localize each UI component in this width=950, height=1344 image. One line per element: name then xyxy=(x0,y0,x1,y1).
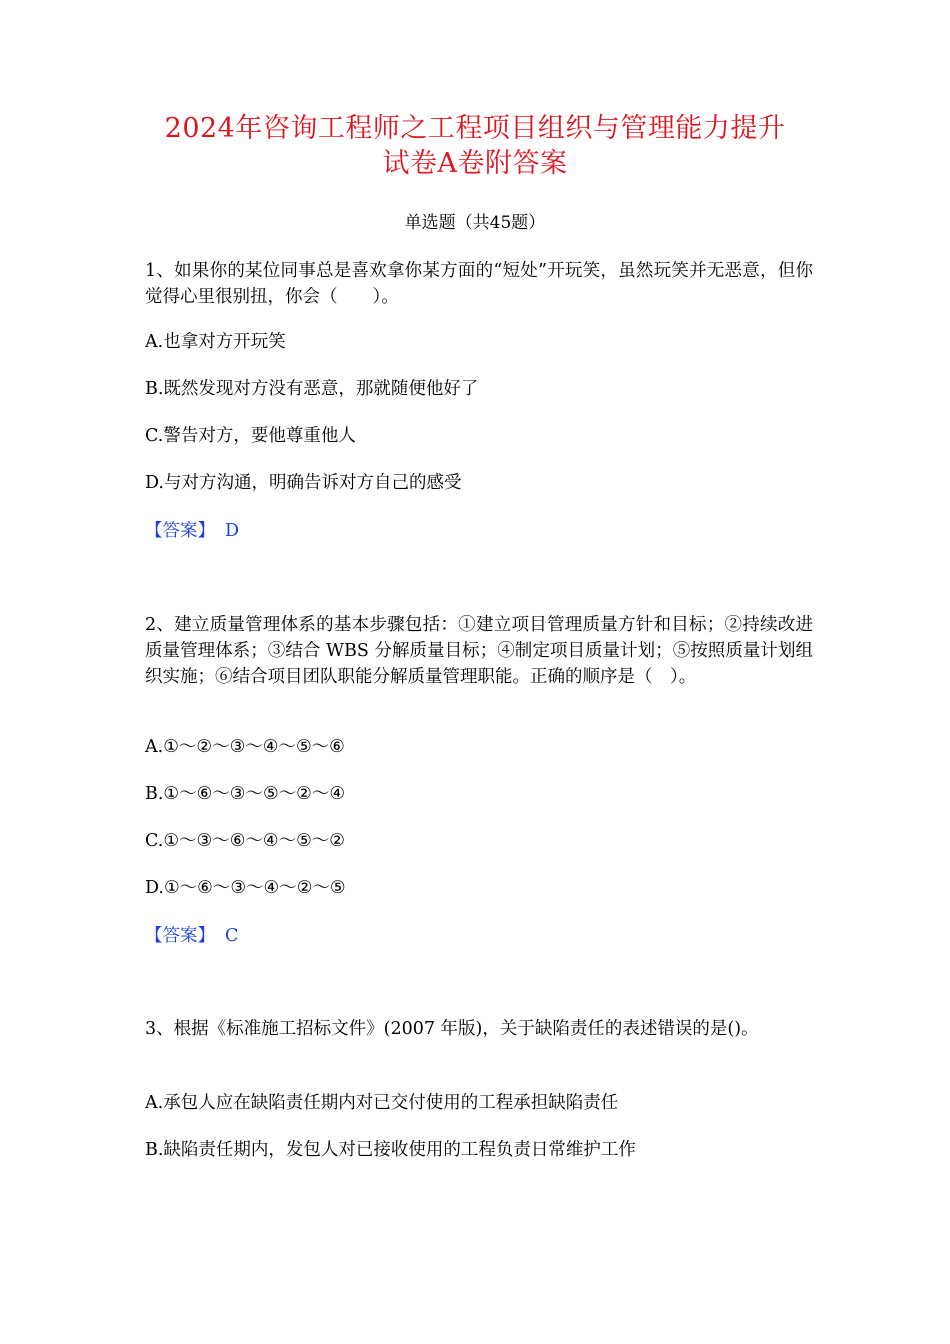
answer-label: 【答案】 xyxy=(145,521,215,541)
question-1-answer xyxy=(145,518,239,544)
answer-value: D xyxy=(225,521,240,541)
question-2-option-c: C.①～③～⑥～④～⑤～② xyxy=(145,831,345,851)
question-2-option-a: A.①～②～③～④～⑤～⑥ xyxy=(145,737,345,757)
question-1-option-b: B.既然发现对方没有恶意，那就随便他好了 xyxy=(145,379,479,399)
question-1-option-c: C.警告对方，要他尊重他人 xyxy=(145,426,356,446)
answer-value: C xyxy=(225,926,239,946)
document-title-line-2: 试卷A卷附答案 xyxy=(382,148,568,179)
answer-label: 【答案】 xyxy=(145,926,215,946)
document-title-line-1: 2024年咨询工程师之工程项目组织与管理能力提升 xyxy=(164,113,786,144)
question-2-option-b: B.①～⑥～③～⑤～②～④ xyxy=(145,784,346,804)
question-2-answer xyxy=(145,923,238,949)
question-1-stem: 1、如果你的某位同事总是喜欢拿你某方面的“短处”开玩笑，虽然玩笑并无恶意，但你觉得心里很别扭，你会（ ）。 xyxy=(145,261,813,307)
question-1-option-a: A.也拿对方开玩笑 xyxy=(145,332,286,352)
question-3-option-b: B.缺陷责任期内，发包人对已接收使用的工程负责日常维护工作 xyxy=(145,1140,636,1160)
question-2-option-d: D.①～⑥～③～④～②～⑤ xyxy=(145,878,346,898)
question-3-stem: 3、根据《标准施工招标文件》(2007 年版)，关于缺陷责任的表述错误的是()。 xyxy=(145,1019,759,1039)
section-heading: 单选题（共45题） xyxy=(404,213,546,233)
question-3-option-a: A.承包人应在缺陷责任期内对已交付使用的工程承担缺陷责任 xyxy=(145,1093,619,1113)
question-1-option-d: D.与对方沟通，明确告诉对方自己的感受 xyxy=(145,473,462,493)
question-2-stem: 2、建立质量管理体系的基本步骤包括：①建立项目管理质量方针和目标；②持续改进质量管理体系；③结合 WBS 分解质量目标；④制定项目质量计划；⑤按照质量计划组织实施；⑥结合项目团队职能分解质量管理职能。正确的顺序是（ ）。 xyxy=(145,615,813,687)
